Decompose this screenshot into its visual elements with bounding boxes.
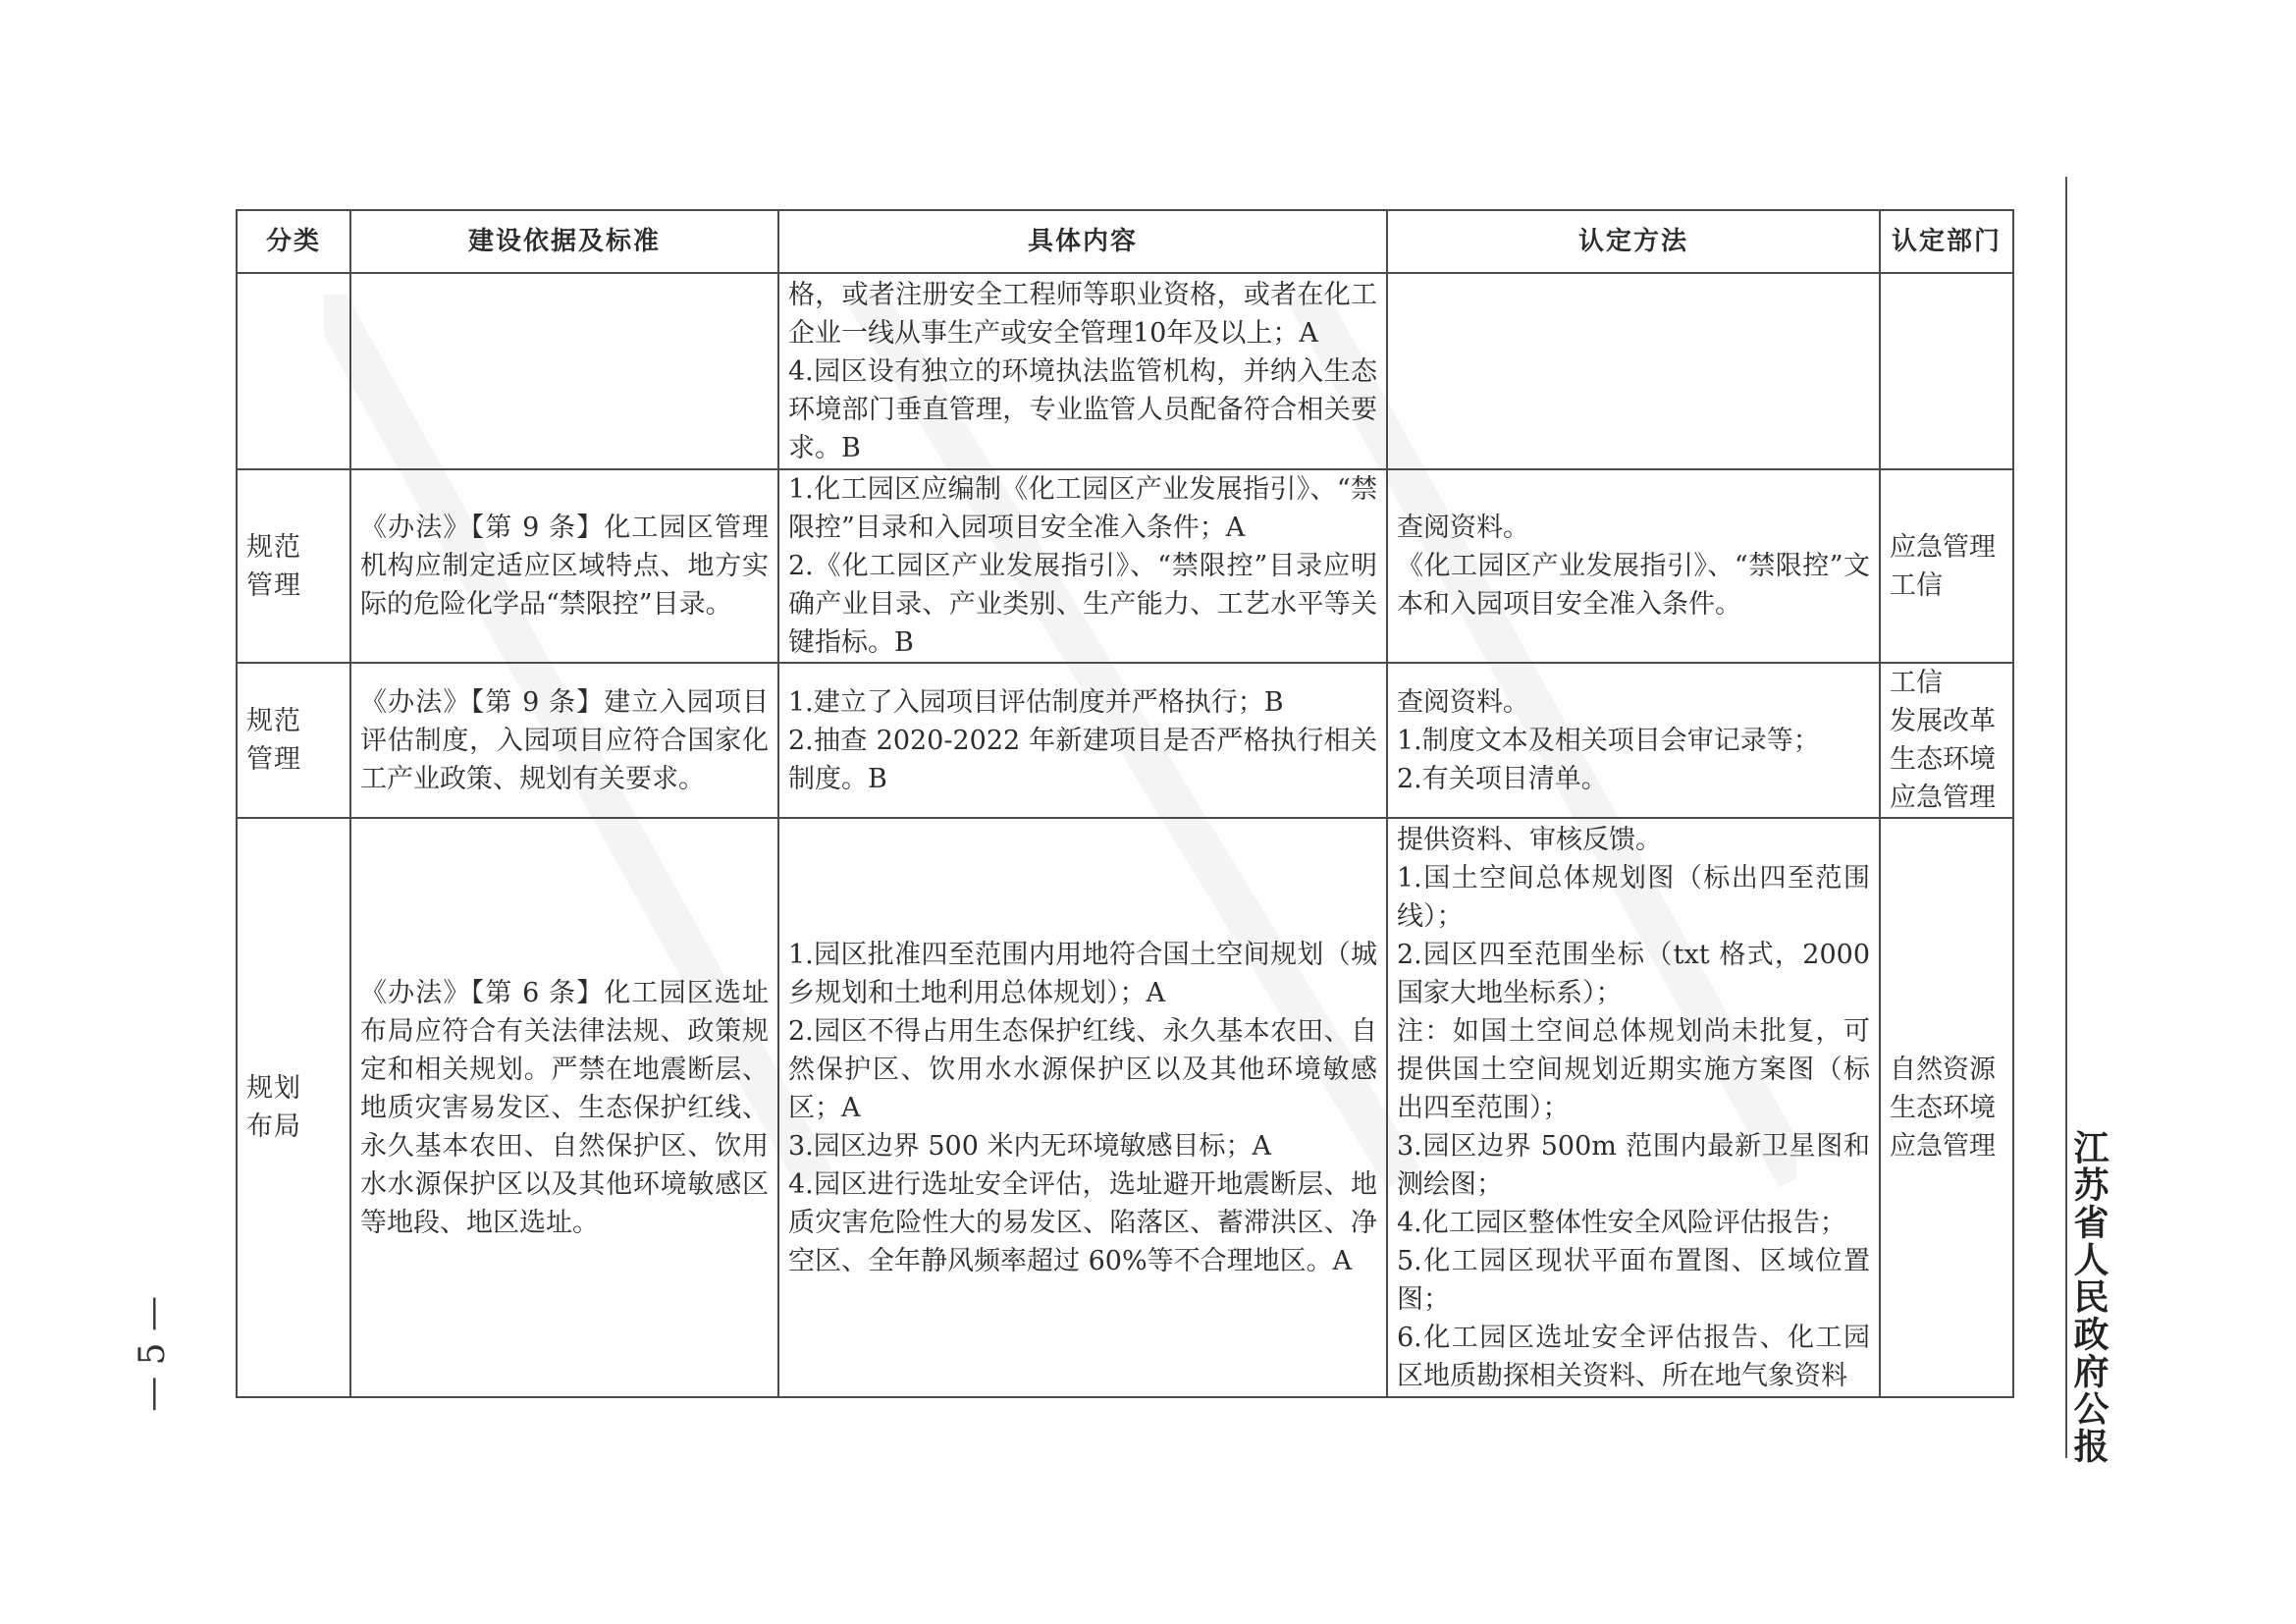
table-header-row (237, 210, 2013, 273)
row-basis: 《办法》【第 6 条】化工园区选址布局应符合有关法律法规、政策规定和相关规划。严禁在地震断层、地质灾害易发区、生态保护红线、永久基本农田、自然保护区、饮用水水源保护区以及其他环境敏感区等地段、地区选址。 (350, 818, 778, 1397)
header-dept: 认定部门 (1880, 210, 2013, 273)
row-method: 提供资料、审核反馈。 1.国土空间总体规划图（标出四至范围线）； 2.园区四至范围坐标（txt 格式，2000国家大地坐标系）； 注：如国土空间总体规划尚未批复，可提供国土空间规划近期实施方案图（标出四至范围）； 3.园区边界 500m 范围内最新卫星图和测绘图； 4.化工园区整体性安全风险评估报告； 5.化工园区现状平面布置图、区域位置图； 6.化工园区选址安全评估报告、化工园区地质勘探相关资料、所在地气象资料 (1387, 818, 1880, 1397)
row-dept: 自然资源 生态环境 应急管理 (1880, 818, 2013, 1397)
table-row (237, 273, 2013, 469)
row-basis: 《办法》【第 9 条】化工园区管理机构应制定适应区域特点、地方实际的危险化学品“禁限控”目录。 (350, 469, 778, 663)
header-basis: 建设依据及标准 (350, 210, 778, 273)
table-row (237, 663, 2013, 818)
row-method: 查阅资料。 1.制度文本及相关项目会审记录等； 2.有关项目清单。 (1387, 663, 1880, 818)
page-number: — 5 — (133, 1296, 173, 1412)
row-dept: 工信 发展改革 生态环境 应急管理 (1880, 663, 2013, 818)
row-basis (350, 273, 778, 469)
publication-title: 江苏省人民政府公报 (2068, 1129, 2109, 1465)
row-basis: 《办法》【第 9 条】建立入园项目评估制度，入园项目应符合国家化工产业政策、规划有关要求。 (350, 663, 778, 818)
table-row (237, 818, 2013, 1397)
row-content: 1.园区批准四至范围内用地符合国土空间规划（城乡规划和土地利用总体规划）；A 2.园区不得占用生态保护红线、永久基本农田、自然保护区、饮用水水源保护区以及其他环境敏感区；A 3.园区边界 500 米内无环境敏感目标；A 4.园区进行选址安全评估，选址避开地震断层、地质灾害危险性大的易发区、陷落区、蓄滞洪区、净空区、全年静风频率超过 60%等不合理地区。A (778, 818, 1387, 1397)
table-row (237, 469, 2013, 663)
row-dept (1880, 273, 2013, 469)
row-content: 格，或者注册安全工程师等职业资格，或者在化工企业一线从事生产或安全管理10年及以上；A 4.园区设有独立的环境执法监管机构，并纳入生态环境部门垂直管理，专业监管人员配备符合相关要求。B (778, 273, 1387, 469)
header-category: 分类 (237, 210, 350, 273)
header-content: 具体内容 (778, 210, 1387, 273)
row-method: 查阅资料。 《化工园区产业发展指引》、“禁限控”文本和入园项目安全准入条件。 (1387, 469, 1880, 663)
standards-table (236, 209, 2014, 1398)
row-category: 规划 布局 (237, 818, 350, 1397)
row-dept: 应急管理 工信 (1880, 469, 2013, 663)
row-content: 1.化工园区应编制《化工园区产业发展指引》、“禁限控”目录和入园项目安全准入条件；A 2.《化工园区产业发展指引》、“禁限控”目录应明确产业目录、产业类别、生产能力、工艺水平等关键指标。B (778, 469, 1387, 663)
row-content: 1.建立了入园项目评估制度并严格执行；B 2.抽查 2020-2022 年新建项目是否严格执行相关制度。B (778, 663, 1387, 818)
row-method (1387, 273, 1880, 469)
header-method: 认定方法 (1387, 210, 1880, 273)
row-category (237, 273, 350, 469)
row-category: 规范 管理 (237, 469, 350, 663)
row-category: 规范 管理 (237, 663, 350, 818)
